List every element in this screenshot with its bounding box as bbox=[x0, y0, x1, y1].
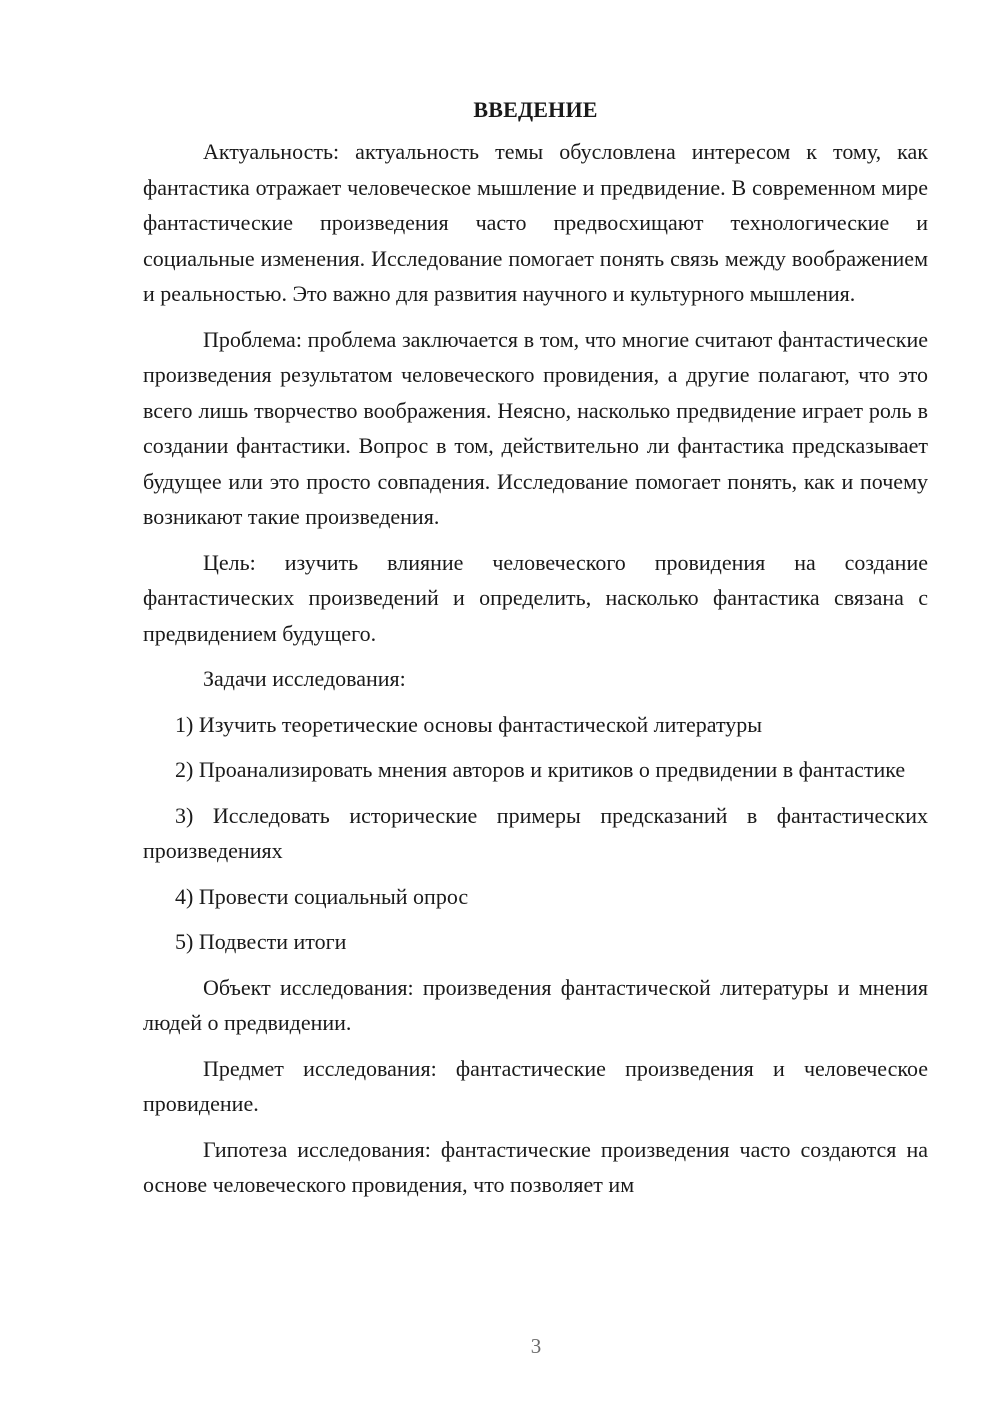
paragraph-subject: Предмет исследования: фантастические произведения и человеческое провидение. bbox=[143, 1055, 928, 1116]
paragraph-hypothesis: Гипотеза исследования: фантастические произведения часто создаются на основе человеческого провидения, что позволяет им bbox=[143, 1136, 928, 1197]
task-item-5: 5) Подвести итоги bbox=[175, 929, 347, 954]
paragraph-goal: Цель: изучить влияние человеческого провидения на создание фантастических произведений и определить, насколько фантастика связана с предвидением будущего. bbox=[143, 549, 928, 646]
paragraph-relevance: Актуальность: актуальность темы обусловлена интересом к тому, как фантастика отражает человеческое мышление и предвидение. В современном мире фантастические произведения часто предвосхищают технологические и социальные изменения. Исследование помогает понять связь между воображением и реальностью. Это важно для развития научного и культурного мышления. bbox=[143, 139, 928, 306]
section-title: ВВЕДЕНИЕ bbox=[473, 97, 598, 122]
document-page bbox=[143, 92, 928, 1213]
task-item-4: 4) Провести социальный опрос bbox=[175, 883, 469, 909]
paragraph-object: Объект исследования: произведения фантастической литературы и мнения людей о предвидении. bbox=[143, 974, 928, 1035]
task-item-2: 2) Проанализировать мнения авторов и критиков о предвидении в фантастике bbox=[175, 757, 906, 782]
page-number: 3 bbox=[530, 1334, 542, 1358]
task-item-1: 1) Изучить теоретические основы фантастической литературы bbox=[175, 711, 763, 737]
task-item-3: 3) Исследовать исторические примеры предсказаний в фантастических произведениях bbox=[143, 802, 928, 863]
paragraph-problem: Проблема: проблема заключается в том, что многие считают фантастические произведения результатом человеческого провидения, а другие полагают, что это всего лишь творчество воображения. Неясно, насколько предвидение играет роль в создании фантастики. Вопрос в том, действительно ли фантастика предсказывает будущее или это просто совпадения. Исследование помогает понять, как и почему возникают такие произведения. bbox=[143, 326, 928, 529]
paragraph-tasks-heading: Задачи исследования: bbox=[203, 666, 406, 691]
